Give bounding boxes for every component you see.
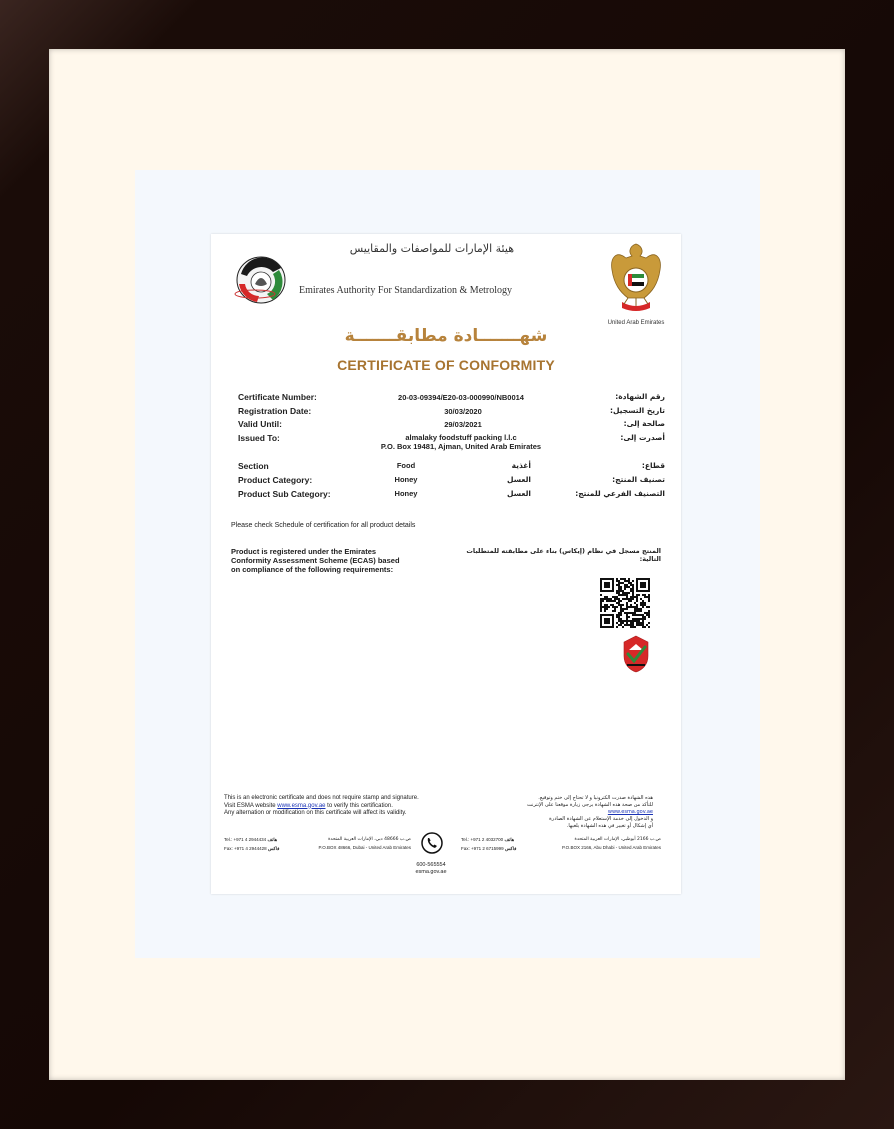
dubai-address-arabic: ص.ب 48666 دبي، الإمارات العربية المتحدة xyxy=(328,837,411,842)
requirements-line-3: on compliance of the following requirements: xyxy=(231,565,394,574)
section-label: Section xyxy=(238,461,269,471)
valid-until-label: Valid Until: xyxy=(238,419,282,429)
dubai-fax-arabic: فاكس xyxy=(267,846,280,851)
registration-date-label-arabic: تاريخ التسجيل: xyxy=(609,406,665,415)
authority-name-arabic: هيئة الإمارات للمواصفات والمقاييس xyxy=(349,242,514,255)
product-sub-category-label: Product Sub Category: xyxy=(238,489,331,499)
issued-to-address: P.O. Box 19481, Ajman, United Arab Emirates xyxy=(380,442,542,451)
issued-to-label: Issued To: xyxy=(238,433,280,443)
product-category-label-arabic: تصنيف المنتج: xyxy=(612,475,665,484)
product-sub-category-label-arabic: التصنيف الفرعي للمنتج: xyxy=(575,489,665,498)
footer-english xyxy=(224,795,464,818)
requirements-arabic: المنتج مسجل في نظام (إيكاس) بناء على مطابقته للمتطلبات التالية: xyxy=(466,547,661,563)
product-sub-category-value-arabic: العسل xyxy=(507,489,531,498)
section-label-arabic: قطاع: xyxy=(641,461,665,470)
product-category-value-arabic: العسل xyxy=(507,475,531,484)
product-sub-category-value: Honey xyxy=(394,489,418,498)
certificate-number-label-arabic: رقم الشهادة: xyxy=(615,392,665,401)
section-value: Food xyxy=(396,461,416,470)
certificate-number-value: 20-03-09394/E20-03-000990/NB0014 xyxy=(398,393,524,402)
center-contact xyxy=(381,862,481,876)
dubai-tel-value: Tel.: +971 4 2944434 xyxy=(224,837,267,842)
dubai-tel xyxy=(224,837,277,843)
issued-to-company: almalaky foodstuff packing l.l.c xyxy=(405,433,517,442)
product-category-value: Honey xyxy=(394,475,418,484)
abudhabi-fax-value: Fax: +971 2 6715999 xyxy=(461,846,504,851)
abudhabi-address-english: P.O.BOX 2166, Abu Dhabi - United Arab Emirates xyxy=(562,845,661,850)
uae-emblem-icon xyxy=(606,240,666,320)
dubai-fax-value: Fax: +971 4 2944428 xyxy=(224,846,267,851)
footer-verify-text: to verify this certification. xyxy=(327,802,393,809)
certificate-page xyxy=(211,234,681,894)
requirements-line-2: Conformity Assessment Scheme (ECAS) based xyxy=(231,556,400,565)
footer-en-line-3: Any alternation or modification on this certificate will affect its validity. xyxy=(224,810,407,816)
footer-arabic xyxy=(481,795,653,830)
title-english: CERTIFICATE OF CONFORMITY xyxy=(337,357,555,373)
esma-website-link-arabic[interactable]: www.esma.gov.ae xyxy=(607,809,653,815)
registration-date-label: Registration Date: xyxy=(238,406,312,416)
schedule-note: Please check Schedule of certification for all product details xyxy=(231,522,416,529)
abudhabi-tel-value: Tel.: +971 2 4032700 xyxy=(461,837,504,842)
valid-until-label-arabic: صالحة إلى: xyxy=(623,419,665,428)
footer-ar-line-1: هذه الشهادة صدرت الكترونيا و لا تحتاج إلى ختم وتوقيع. xyxy=(538,795,653,801)
dubai-tel-arabic: هاتف xyxy=(267,837,278,842)
section-value-arabic: أغذية xyxy=(511,461,531,470)
footer-en-line-1: This is an electronic certificate and does not require stamp and signature. xyxy=(224,795,419,801)
abudhabi-fax xyxy=(461,846,516,852)
footer-ar-line-2 xyxy=(481,802,653,816)
esma-logo-icon xyxy=(233,254,289,306)
contact-site: esma.gov.ae xyxy=(415,869,447,875)
product-category-label: Product Category: xyxy=(238,475,313,485)
footer-ar-line-4: أي إشكال أو تغيير في هذه الشهادة يلغيها. xyxy=(566,823,653,829)
certificate-number-label: Certificate Number: xyxy=(238,392,317,402)
footer-ar-line-2-text: للتأكد من صحة هذه الشهادة يرجى زيارة موقعنا على الإنترنت xyxy=(527,802,653,808)
contact-phone-number: 600-565554 xyxy=(416,862,446,868)
requirements-english xyxy=(231,547,431,574)
esma-website-link[interactable]: www.esma.gov.ae xyxy=(277,802,326,809)
valid-until-value: 29/03/2021 xyxy=(444,420,482,429)
conformity-mark-icon xyxy=(621,634,651,674)
abudhabi-address-arabic: ص.ب 2166 أبوظبي، الإمارات العربية المتحدة xyxy=(574,837,661,842)
emblem-caption: United Arab Emirates xyxy=(607,320,665,326)
dubai-address-english: P.O.BOX 48666, Dubai - United Arab Emirates xyxy=(318,845,411,850)
qr-code-icon[interactable] xyxy=(600,578,650,628)
footer-visit-text: Visit ESMA website xyxy=(224,802,276,809)
footer-ar-line-3: و الدخول إلى خدمة الإستعلام عن الشهادة الصادرة xyxy=(549,816,653,822)
footer-en-line-2 xyxy=(224,803,464,811)
dubai-fax xyxy=(224,846,279,852)
requirements-line-1: Product is registered under the Emirates xyxy=(231,547,377,556)
issued-to-label-arabic: أصدرت إلى: xyxy=(620,433,665,442)
title-arabic: شهـــــــادة مطابقـــــــة xyxy=(344,326,548,346)
abudhabi-tel-arabic: هاتف xyxy=(504,837,515,842)
phone-icon xyxy=(421,832,443,854)
abudhabi-tel xyxy=(461,837,514,843)
abudhabi-fax-arabic: فاكس xyxy=(504,846,517,851)
authority-name-english: Emirates Authority For Standardization & Metrology xyxy=(299,285,513,296)
registration-date-value: 30/03/2020 xyxy=(444,407,482,416)
